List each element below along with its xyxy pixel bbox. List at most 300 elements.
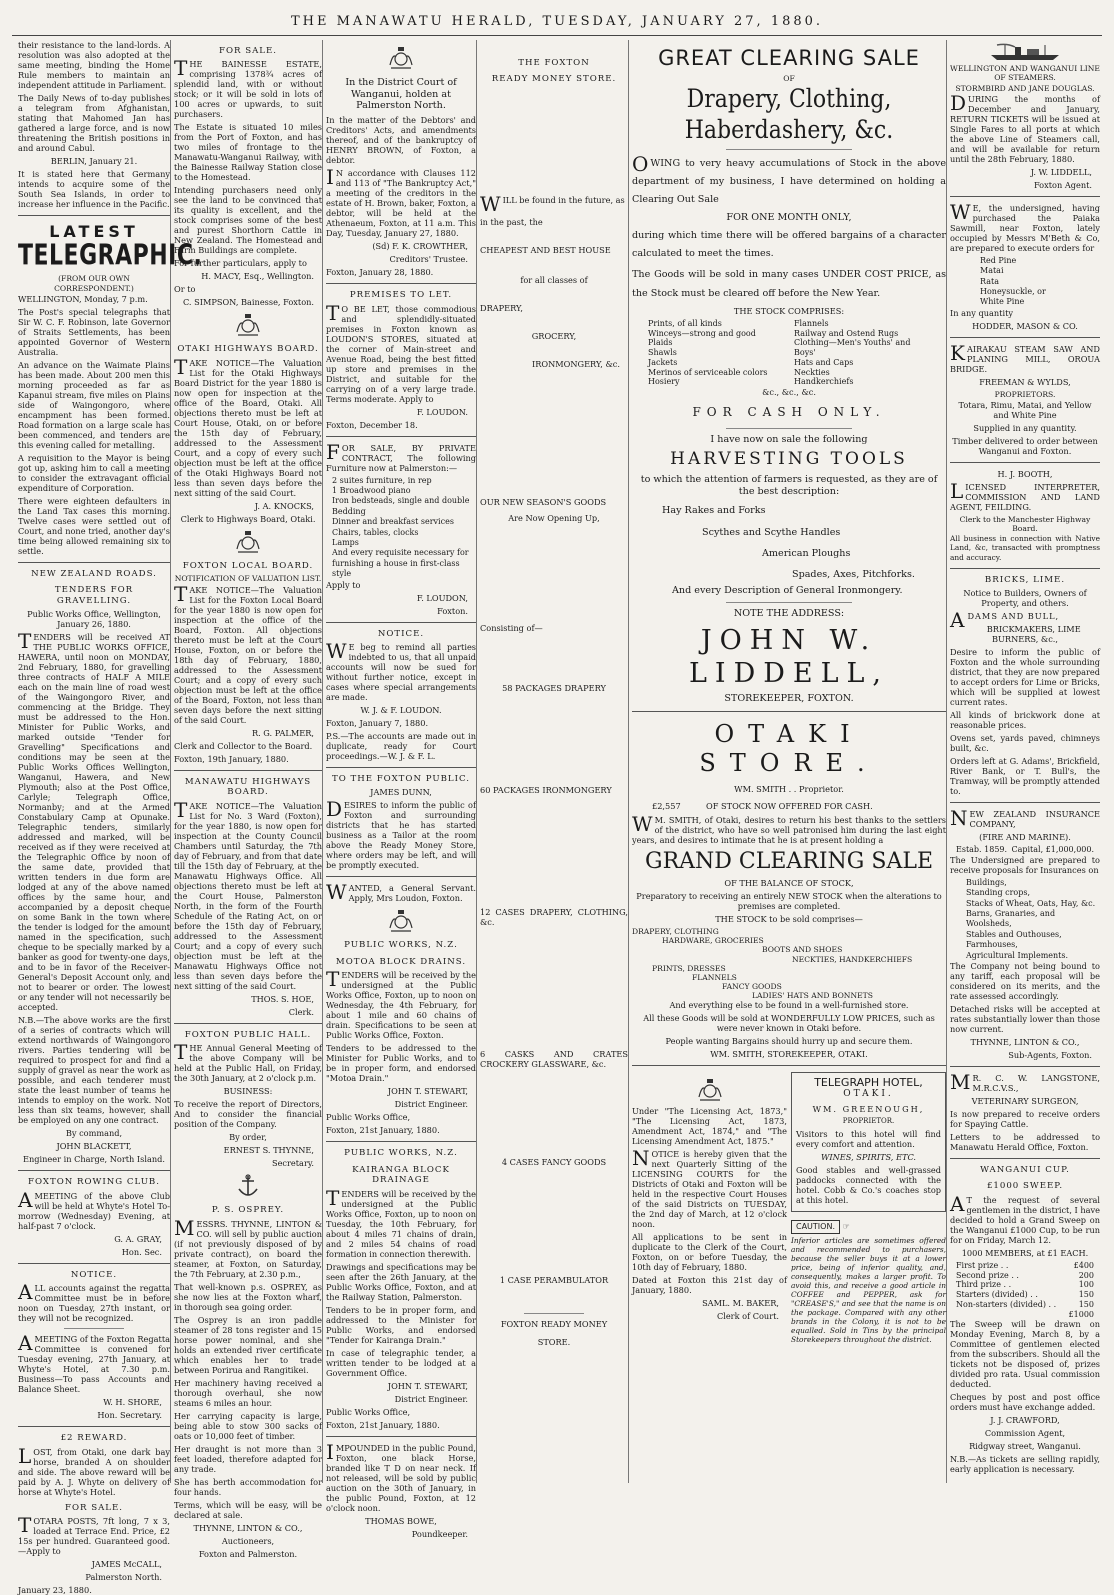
divider [726, 149, 852, 150]
paragraph: The Post's special telegraphs that Sir W. C. F. Robinson, late Governor of Straits Settlements, has been appointed Governor of Western Australia. [18, 306, 170, 357]
advert-body: IN accordance with Clauses 112 and 113 of "The Bankruptcy Act," a meeting of the creditors in the estate of H. Brown, baker, Foxton, a debtor, will be held at the Athenaeum, Foxton, at 11 a.m. This Day, Tuesday, January 27, 1880. [326, 165, 476, 239]
advert-body: TENDERS will be received AT THE PUBLIC WORKS OFFICE, HAWERA, until noon on MONDAY, 2nd February, 1880, for gravelling three contracts of HALF A MILE each on the main line of road west of the Waingongoro River, and commencing at the Bridge. They must be addressed to the Hon. Minister for Public Works, and marked outside "Tender for Gravelling" Specifications and conditions may be seen at the Public Works Offices Wellington, Wanganui, Hawera, and New Plymouth; also at the Post Office, Carlyle; Telegraph Office, Normanby; and at the Armed Constabulary Camp at Opunake. Telegraphic tenders, similarly addressed and marked, will be received as if they were received at the Telegraphic Office by noon of the same date, provided that written tenders in due form are lodged at any of the above named offices by the same hour, and accompanied by a deposit cheque on some Bank in the town where the tender is lodged for the amount named in the specification, such cheque to be specially marked by a banker as good for twenty-one days, and to be in favor of the Receiver-General's Deposit Account only, and not to bearer or order. The lowest or any tender will not necessarily be accepted. [18, 629, 170, 1013]
divider [18, 1426, 170, 1427]
subheading: STORMBIRD AND JANE DOUGLAS. [955, 83, 1095, 93]
advert-heading: STOREKEEPER, FOXTON. [724, 693, 854, 705]
insurance-capital-row [950, 845, 1100, 855]
package-item: 60 PACKAGES IRONMONGERY [480, 784, 612, 795]
list-item: Shawls [648, 348, 677, 357]
hotel-name: TELEGRAPH HOTEL, [814, 1076, 923, 1090]
list-item: LADIES' HATS AND BONNETS [752, 990, 873, 1000]
advert-body: P.S.—The accounts are made out in duplicate, ready for Court proceedings.—W. J. & F. L. [326, 730, 476, 761]
column-6 [950, 40, 1100, 1483]
signature: F. LOUDON, [416, 592, 468, 603]
advert-body: TOTARA POSTS, 7ft long, 7 x 3, loaded at Terrace End. Price, £2 15s per hundred. Guaranteed good.—Apply to [18, 1513, 170, 1557]
coat-of-arms-icon [233, 529, 263, 555]
grand-sale-title: GRAND CLEARING SALE [645, 849, 933, 875]
prize-row [950, 1300, 1100, 1310]
signature-title: Clerk and Collector to the Board. [174, 740, 313, 751]
advert-body: DESIRES to inform the public of Foxton and surrounding districts that he has started business as a Tailor at the room above the Ready Money Store, where orders may be left, and will be promptly executed. [326, 797, 476, 871]
advert-body: The Company not being bound to any tariff, each proposal will be considered on its merits, and the rate assessed accordingly. [950, 960, 1100, 1001]
divider [326, 876, 476, 877]
signature-title: Foxton. [437, 605, 468, 616]
heading: NOTICE. [377, 628, 425, 639]
list-item: Lamps [332, 537, 359, 547]
signature-title: Hon. Secretary. [97, 1410, 162, 1421]
advert-subheading: VETERINARY SURGEON, [971, 1095, 1079, 1106]
list-item: Hats and Caps [794, 357, 854, 367]
heading: FOR SALE. [64, 1502, 123, 1513]
heading: WANGANUI CUP. [980, 1164, 1070, 1175]
signature: JOHN BLACKETT, [56, 1141, 132, 1152]
advert-body: The Sweep will be drawn on Monday Evening, March 8, by a Committee of gentlemen elected from the subscribers. Should all the tickets not be disposed of, prizes divided pro rata. Usual commission deducted. [950, 1319, 1100, 1390]
date: Foxton, 19th January, 1880. [174, 753, 289, 764]
divider [726, 428, 852, 429]
advert-body: TENDERS will be received by the undersigned at the Public Works Office, Foxton, up to noon on Tuesday, the 10th February, for about 4 miles 71 chains of drain, and 2 miles 54 chains of road formation in connection therewith. [326, 1185, 476, 1259]
stock-list-left [648, 319, 784, 387]
heading: MOTOA BLOCK DRAINS. [335, 956, 467, 967]
text: Or to [174, 284, 196, 295]
steamship-icon [985, 42, 1065, 62]
package-item: 6 CASKS AND CRATES CROCKERY GLASSWARE, &c. [480, 1048, 628, 1069]
list-item: Dinner and breakfast services [332, 517, 454, 527]
list-item: Buildings, [966, 877, 1007, 887]
coat-of-arms-icon [386, 45, 416, 71]
date: Foxton, January 7, 1880. [326, 717, 429, 728]
advert-body: The Undersigned are prepared to receive proposals for Insurances on [950, 854, 1100, 875]
heading: £2 REWARD. [60, 1433, 128, 1444]
advert-body: Desire to inform the public of Foxton and the whole surrounding district, that they are now prepared to accept orders for Lime or Bricks, which will be supplied at lowest current rates. [950, 647, 1100, 708]
divider [326, 622, 476, 623]
advert-body: People wanting Bargains should hurry up and secure them. [665, 1036, 913, 1047]
advert-body: WM. SMITH, of Otaki, desires to return his best thanks to the settlers of the district, who have so well patronised him during the last eight years, and desires to intimate that he is at present holding a [632, 812, 946, 846]
hotel-and-caution [791, 1072, 946, 1347]
list-item: Standing crops, [966, 888, 1031, 898]
advert-body: Cheques by post and post office orders must have exchange added. [950, 1392, 1100, 1413]
advert-body: Preparatory to receiving an entirely NEW STOCK when the alterations to premises are completed. [636, 891, 942, 912]
advert-body: AMEETING of the above Club will be held at Whyte's Hotel To-morrow (Wednesday) Evening, at half-past 7 o'clock. [18, 1187, 170, 1231]
divider [950, 568, 1100, 569]
package-item: 58 PACKAGES DRAPERY [502, 682, 606, 693]
advert-item: GROCERY, [531, 330, 577, 341]
dateline: WELLINGTON, Monday, 7 p.m. [18, 293, 148, 304]
hotel-advert [791, 1072, 946, 1212]
heading-telegraphic: TELEGRAPHIC. [18, 239, 203, 272]
advert-body: Clerk to the Manchester Highway Board. [959, 514, 1091, 534]
heading: BRICKS, LIME. [984, 574, 1066, 585]
heading: PREMISES TO LET. [349, 290, 453, 301]
list-item: Plaids [648, 338, 673, 348]
prize-amount: £400 [1073, 1260, 1094, 1270]
package-item: 12 CASES DRAPERY, CLOTHING, &c. [480, 906, 628, 927]
advert-body: in the past, the [480, 216, 543, 227]
heading: TENDERS FOR GRAVELLING. [54, 585, 134, 606]
signature-title: Engineer in Charge, North Island. [23, 1154, 165, 1165]
list-item: Handkerchiefs [794, 377, 854, 387]
prize-label: Third prize . . [956, 1280, 1012, 1290]
advert-body: N.B.—As tickets are selling rapidly, early application is necessary. [950, 1454, 1100, 1475]
advert-body: Tenders to be in proper form, and addressed to the Minister for Public Works, and endorsed "Tender for Kairanga Drain." [326, 1304, 476, 1345]
signature: FREEMAN & WYLDS, [979, 376, 1071, 387]
advert-heading: LICENSED INTERPRETER, COMMISSION AND LAND AGENT, FEILDING. [950, 478, 1100, 512]
list-item: Clothing—Men's Youths' and Boys' [794, 338, 911, 357]
heading: £1000 SWEEP. [986, 1181, 1064, 1192]
signature: W. J. & F. LOUDON. [360, 704, 442, 715]
signature: THYNNE, LINTON & CO., [193, 1522, 303, 1533]
masthead: THE MANAWATU HERALD, TUESDAY, JANUARY 27, 1880. [290, 14, 824, 29]
coat-of-arms-icon [233, 312, 263, 338]
signature: THOS. S. HOE, [251, 993, 314, 1004]
divider [950, 802, 1100, 803]
paragraph: The Daily News of to-day publishes a telegram from Afghanistan, stating that Mahomed Jan has gathered a large force, and is now threatening the British positions in and around Cabul. [18, 93, 170, 153]
prize-label: Non-starters (divided) . . [956, 1299, 1057, 1309]
signature: JOHN T. STEWART, [387, 1380, 468, 1391]
list-item: American Ploughs [762, 547, 851, 559]
signature-title: Auctioneers, [221, 1535, 275, 1546]
advert-body: And everything else to be found in a well-furnished store. [669, 1000, 909, 1011]
otaki-store-title: OTAKI STORE. [699, 719, 879, 778]
advert-body: N.B.—The above works are the first of a series of contracts which will extend northwards of Waingongoro rivers. Parties tendering will be required to prospect for and find a supply of gravel as near the work as possible, and each tenderer must state the least number of teams he intends to employ on the work. Not less than six teams, however, shall be employed on any one contract. [18, 1015, 170, 1126]
list-item: Jackets [648, 357, 678, 367]
signature-title: Commission Agent, [984, 1428, 1066, 1439]
signature: By command, [65, 1128, 123, 1139]
date: Foxton, December 18. [326, 419, 418, 430]
heading: OTAKI HIGHWAYS BOARD. [177, 344, 319, 355]
date: January 23, 1880. [18, 1585, 92, 1595]
advert-body: Drawings and specifications may be seen after the 26th January, at the Public Works Office, Foxton, and at the Railway Station, Palmerston. [326, 1261, 476, 1302]
advert-body: TO BE LET, those commodious and splendidly-situated premises in Foxton known as LOUDON'S STORES, situated at the corner of Main-street and Avenue Road, being the best fitted up store and premises in the District, and suitable for the carrying on of a very large trade. Terms moderate. Apply to [326, 300, 476, 404]
signature: W. H. SHORE, [103, 1397, 162, 1408]
advert-body: Orders left at G. Adams', Brickfield, River Bank, or T. Bull's, the Tramway, will be promptly attended to. [950, 756, 1100, 797]
list-item: 1 Broadwood piano [332, 485, 411, 495]
text: Apply to [326, 579, 361, 590]
text: In any quantity [950, 307, 1013, 318]
advert-body: All business in connection with Native Land, &c, transacted with promptness and accuracy. [950, 534, 1100, 562]
advert-body: IMPOUNDED in the public Pound, Foxton, one black Horse, branded like T D on near neck. If not released, will be sold by public auction on the 30th of January, in the public Pound, Foxton, at 12 o'clock noon. [326, 1439, 476, 1513]
divider [326, 436, 476, 437]
advert-heading: BRICKMAKERS, LIME BURNERS, &c., [986, 624, 1081, 645]
list-item: NECKTIES, HANDKERCHIEFS [792, 954, 913, 964]
timber-list [950, 256, 1100, 308]
heading: FOXTON ROWING CLUB. [28, 1177, 160, 1188]
advert-body: Dated at Foxton this 21st day of January, 1880. [632, 1275, 787, 1296]
advert-body: Her carrying capacity is large, being able to stow 300 sacks of oats or 10,000 feet of timber. [174, 1410, 322, 1441]
signature: J. A. KNOCKS, [254, 500, 314, 511]
advert-body: In the matter of the Debtors' and Creditors' Acts, and amendments thereof, and of the bankruptcy of HENRY BROWN, of Foxton, a debtor. [326, 115, 476, 166]
prize-label: First prize . . [956, 1260, 1009, 1270]
list-item: Matai [980, 266, 1004, 276]
list-item: Honeysuckle, or [980, 286, 1046, 296]
harvesting-title: HARVESTING TOOLS [670, 449, 908, 470]
list-item: Hosiery [648, 377, 680, 387]
text: Public Works Office, [326, 1406, 411, 1417]
stock-list [632, 319, 946, 387]
signature: JAMES McCALL, [91, 1559, 162, 1570]
paragraph: their resistance to the land-lords. A resolution was also adopted at the same meeting, binding the Home Rule members to maintain an independent attitude in Parliament. [18, 40, 170, 90]
licensing-notice [632, 1072, 787, 1347]
advert-heading: WINES, SPIRITS, ETC. [820, 1151, 917, 1162]
text: Public Works Office, [326, 1112, 411, 1123]
signature-title: Creditors' Trustee. [389, 254, 468, 265]
list-item: BOOTS AND SHOES [762, 945, 843, 955]
list-item: FANCY GOODS [722, 981, 782, 991]
furniture-list [326, 476, 476, 580]
advert-body: WILL be found in the future, as [480, 191, 625, 216]
prize-row [950, 1271, 1100, 1281]
advert-heading: FOR ONE MONTH ONLY, [726, 212, 852, 224]
signature: JAMES DUNN, [370, 787, 432, 798]
divider [18, 215, 170, 216]
advert-body: Detached risks will be accepted at rates substantially lower than those now current. [950, 1003, 1100, 1034]
advert-body: Notice to Builders, Owners of Property, and others. [963, 588, 1087, 609]
divider [326, 767, 476, 768]
proprietor: WM. SMITH . . Proprietor. [734, 784, 844, 795]
stock-amount: £2,557 [652, 801, 681, 812]
prize-total [950, 1310, 1100, 1320]
list-item: Hay Rakes and Forks [662, 505, 766, 517]
bottom-ads [632, 1072, 946, 1347]
prize-amount: 150 [1078, 1299, 1094, 1309]
signature-title: Ridgway street, Wanganui. [969, 1441, 1081, 1452]
list-item: PRINTS, DRESSES [652, 963, 726, 973]
list-item: Barns, Granaries, and Woolsheds, [966, 908, 1056, 929]
dateline: BERLIN, January 21. [50, 156, 138, 166]
advert-body: FOR SALE, BY PRIVATE CONTRACT, The following Furniture now at Palmerston:— [326, 439, 476, 473]
advert-body: Supplied in any quantity. [973, 422, 1077, 433]
proprietor-title: PROPRIETOR. [842, 1117, 895, 1126]
divider [950, 1066, 1100, 1067]
advert-body: All these Goods will be sold at WONDERFULLY LOW PRICES, such as were never known in Otaki before. [643, 1013, 935, 1034]
advert-body: Inferior articles are sometimes offered and recommended to purchasers, because the seller buys it at a lower price, being of inferior quality, and, consequently, makes a larger profit. To avoid this, and receive a good article in COFFEE and PEPPER, ask for "CREASE'S," and see that the name is on the package. Compared with any other brands in the Colony, it is not to be equalled. Sold in Tins by the principal Storekeepers throughout the district. [791, 1235, 946, 1345]
advert-body: MESSRS. THYNNE, LINTON & CO. will sell by public auction (if not previously disposed of by private contract), on board the steamer, at Foxton, on Saturday, the 7th February, at 2.30 p.m., [174, 1215, 322, 1279]
label: BUSINESS: [223, 1086, 273, 1097]
heading: FOR SALE. [218, 46, 277, 56]
divider [326, 283, 476, 284]
paragraph: It is stated here that Germany intends to acquire some of the South Sea Islands, in order to increase her influence in the Pacific. [18, 169, 170, 209]
divider [950, 1158, 1100, 1159]
heading: PUBLIC WORKS, N.Z. [344, 1148, 458, 1159]
signature: WM. SMITH, STOREKEEPER, OTAKI. [710, 1049, 868, 1060]
advert-body: The Goods will be sold in many cases UNDER COST PRICE, as the Stock must be cleared off before the New Year. [632, 269, 946, 299]
advert-body: Tenders to be addressed to the Minister for Public Works, and to be in proper form, and endorsed "Motoa Drain." [326, 1043, 476, 1084]
advert-body: THE Annual General Meeting of the above Company will be held at the Public Hall, on Friday, the 30th January, at 2 o'clock p.m. [174, 1040, 322, 1084]
store-footer: STORE. [537, 1336, 571, 1347]
column-5 [632, 40, 947, 1483]
date: Foxton, 21st January, 1880. [326, 1419, 440, 1430]
heading: TO THE FOXTON PUBLIC. [331, 773, 471, 784]
proprietor: WM. GREENOUGH, [812, 1104, 925, 1115]
signature: F. LOUDON. [416, 406, 468, 417]
advert-body: Ovens set, yards paved, chimneys built, &c. [950, 733, 1100, 754]
hotel-place: OTAKI. [843, 1089, 894, 1100]
signature: (Sd) F. K. CROWTHER, [372, 241, 468, 252]
prize-table [950, 1261, 1100, 1320]
advert-body: Terms, which will be easy, will be declared at sale. [174, 1499, 322, 1520]
list-item: Merinos of serviceable colors [648, 367, 768, 377]
advert-body: In case of telegraphic tender, a written tender to be lodged at a Government Office. [326, 1347, 476, 1378]
subheading: NOTIFICATION OF VALUATION LIST. [174, 574, 322, 584]
signature: R. G. PALMER, [251, 727, 314, 738]
list-item: Stacks of Wheat, Oats, Hay, &c. [966, 898, 1096, 908]
advert-body: And every Description of General Ironmongery. [672, 584, 903, 596]
date: Foxton, January 28, 1880. [326, 267, 434, 278]
prize-amount: 200 [1078, 1270, 1094, 1280]
signature: JOHN T. STEWART, [387, 1086, 468, 1097]
heading: NOTICE. [70, 1269, 118, 1280]
divider [174, 770, 322, 771]
advert-body: All applications to be sent in duplicate to the Clerk of the Court, Foxton, on or before Tuesday, the 10th day of February, 1880. [632, 1232, 787, 1273]
advert-body: for all classes of [520, 274, 588, 285]
signature: THOMAS BOWE, [365, 1515, 437, 1526]
advert-heading: THE STOCK COMPRISES: [733, 305, 845, 316]
heading: FOXTON LOCAL BOARD. [182, 560, 314, 571]
prize-row [950, 1261, 1100, 1271]
advert-body: LOST, from Otaki, one dark bay horse, branded A on shoulder and side. The above reward will be paid by A. J. Whyte on delivery of horse at Whyte's Hotel. [18, 1443, 170, 1497]
signature: HODDER, MASON & CO. [972, 320, 1078, 331]
text: &c., &c., &c. [762, 387, 816, 397]
advert-body: Is now prepared to receive orders for Spaying Cattle. [950, 1108, 1100, 1129]
advert-subheading: (FIRE AND MARINE). [979, 832, 1071, 843]
label: NOTE THE ADDRESS: [733, 607, 845, 619]
list-item: Farmhouses, [966, 940, 1018, 950]
signature: C. SIMPSON, Bainesse, Foxton. [182, 297, 314, 308]
advert-heading: KAIRAKAU STEAM SAW AND PLANING MILL, OROUA BRIDGE. [950, 340, 1100, 374]
advert-body: NOTICE is hereby given that the next Quarterly Sitting of the LICENSING COURTS for the Districts of Otaki and Foxton will be held in the respective Court Houses of the said Districts on TUESDAY, the 2nd day of March, at 12 o'clock noon. [632, 1146, 787, 1230]
divider [18, 1263, 170, 1264]
divider [950, 196, 1100, 197]
advert-body: Are Now Opening Up, [508, 512, 600, 523]
dateline: Public Works Office, Wellington, January 26, 1880. [27, 609, 161, 630]
date: Foxton, 21st January, 1880. [326, 1125, 440, 1136]
advert-body: DURING the months of December and January, RETURN TICKETS will be issued at Single Fares to all ports at which the above Line of Steamers call, and will be available for return until the 28th February, 1880. [950, 90, 1100, 164]
insurance-list [950, 878, 1100, 961]
otaki-stock-list [632, 927, 946, 1000]
prize-label: Starters (divided) . . [956, 1290, 1038, 1300]
advert-item: IRONMONGERY, &c. [532, 358, 620, 369]
prize-label: Second prize . . [956, 1270, 1019, 1280]
advert-body: TAKE NOTICE—The Valuation List for No. 3 Ward (Foxton), for the year 1880, is now open for inspection at the County Council Chambers until Saturday, the 7th day of February, and from that date till the 15th day of February, at the Manawatu Highways Office. All objections thereto must be left at the Court House, Palmerston North, in the form of the Fourth Schedule of the Rating Act, on or before the 15th day of February, addressed to the Assessment Court; and a copy of every such objection must be left at the Manawatu Highways Office not less than seven days before the next sitting of the said Court. [174, 797, 322, 991]
advert-body: THE BAINESSE ESTATE, comprising 1378¾ acres of splendid land, with or without stock; or it will be sold in lots of 100 acres or upwards, to suit purchasers. [174, 56, 322, 120]
advert-heading: NEW ZEALAND INSURANCE COMPANY, [950, 806, 1100, 831]
list-item: DRAPERY, CLOTHING [632, 927, 719, 937]
advert-body: Totara, Rimu, Matai, and Yellow and White Pine [958, 399, 1092, 420]
divider [326, 1141, 476, 1142]
heading-latest: LATEST [49, 222, 139, 241]
advert-body: WE beg to remind all parties indebted to us, that all unpaid accounts will now be sued for without further notice, except in cases where special arrangements are made. [326, 638, 476, 702]
cash-only-banner: FOR CASH ONLY. [692, 405, 886, 419]
list-item: Neckties [794, 367, 830, 377]
advert-item: DRAPERY, [480, 302, 523, 313]
signature: H. J. BOOTH, [997, 468, 1053, 479]
established: Estab. 1859. [956, 845, 1008, 855]
advert-body: To receive the report of Directors, And to consider the financial position of the Company. [174, 1099, 322, 1130]
masthead-rule [12, 35, 1102, 36]
signature: J. W. LIDDELL, [1030, 166, 1092, 177]
advert-body: Letters to be addressed to Manawatu Herald Office, Foxton. [950, 1131, 1100, 1152]
sale-title: GREAT CLEARING SALE [658, 46, 920, 70]
advert-body: to which the attention of farmers is requested, as they are of the best description: [640, 474, 938, 497]
advert-body: Timber delivered to order between Wanganui and Foxton. [952, 435, 1098, 456]
signature-title: Clerk to Highways Board, Otaki. [180, 513, 316, 524]
advert-body: That well-known p.s. OSPREY, as she now lies at the Foxton wharf, in thorough sea going order. [174, 1281, 322, 1312]
list-item: Bedding [332, 506, 366, 516]
advert-body: TAKE NOTICE—The Valuation List for the Foxton Local Board for the year 1880 is now open for inspection at the office of the Board, Foxton. All objections thereto must be left at the Court House, Foxton, on or before the 18th day of February, 1880, addressed to the Assessment Court; and a copy of every such objection must be left at the office of the Board, Foxton, not less than seven days before the next sitting of the said Court. [174, 581, 322, 725]
prize-total-amount: £1000 [1068, 1309, 1094, 1319]
prize-amount: 150 [1078, 1290, 1094, 1300]
divider [174, 1023, 322, 1024]
list-item: Chairs, tables, clocks [332, 527, 419, 537]
divider [524, 1313, 583, 1314]
signature-title: Clerk of Court. [716, 1311, 779, 1322]
capital: Capital, £1,000,000. [1011, 845, 1094, 855]
advert-body: ALL accounts against the regatta Committee must be in before noon on Tuesday, 27th instant, or they will not be recognized. [18, 1280, 170, 1324]
advert-body: AT the request of several gentlemen in the district, I have decided to hold a Grand Sweep on the Wanganui £1000 Cup, to be run for on Friday, March 12. [950, 1191, 1100, 1245]
advert-body: Consisting of— [480, 622, 543, 633]
advert-body: The Osprey is an iron paddle steamer of 28 tons register and 15 horse power nominal, and she holds an extended river certificate which enables her to trade between Porirua and Rangitikei. [174, 1314, 322, 1375]
advert-body: Visitors to this hotel will find every comfort and attention. [796, 1128, 941, 1149]
advert-heading: CHEAPEST AND BEST HOUSE [480, 244, 611, 255]
signature-title: Clerk. [288, 1006, 314, 1017]
list-item: Railway and Ostend Rugs [794, 328, 899, 338]
advert-body: All kinds of brickwork done at reasonable prices. [950, 710, 1100, 731]
list-item: Agricultural Implements. [966, 950, 1069, 960]
prize-row [950, 1280, 1100, 1290]
signature-title: Palmerston North. [85, 1572, 162, 1583]
advert-body: Her machinery having received a thorough overhaul, she now steams 6 miles an hour. [174, 1377, 322, 1408]
signature-title: PROPRIETORS. [994, 389, 1056, 399]
column-4 [480, 40, 629, 1483]
heading: MANAWATU HIGHWAYS BOARD. [184, 776, 312, 798]
signature: ERNEST S. THYNNE, [223, 1145, 314, 1156]
pointing-hand-icon: ☞ [842, 1220, 850, 1231]
heading: NEW ZEALAND ROADS. [31, 568, 157, 579]
advert-body: AMEETING of the Foxton Regatta Committee is convened for Tuesday evening, 27th January, at Whyte's Hotel, at 7.30 p.m. Business—To pass Accounts and Balance Sheet. [18, 1331, 170, 1395]
heading: WELLINGTON AND WANGANUI LINE OF STEAMERS. [950, 64, 1100, 83]
prize-amount: 100 [1078, 1280, 1094, 1290]
signature-title: Hon. Sec. [121, 1246, 162, 1257]
advert-body: For further particulars, apply to [174, 258, 307, 269]
advert-body: She has berth accommodation for four hands. [174, 1476, 322, 1497]
list-item: FLANNELS [692, 972, 737, 982]
advert-heading: MR. C. W. LANGSTONE, M.R.C.V.S., [950, 1069, 1100, 1094]
signature-title: Foxton Agent. [1033, 179, 1092, 190]
heading: PUBLIC WORKS, N.Z. [344, 940, 458, 951]
signature: J. J. CRAWFORD, [990, 1415, 1060, 1426]
advert-body: WE, the undersigned, having purchased the Paiaka Sawmill, near Foxton, lately occupied by Messrs M'Beth & Co, are prepared to execute orders for [950, 199, 1100, 253]
paragraph: An advance on the Waimate Plains has been made. About 200 men this morning proceeded as far as Kapanui stream, five miles on Plains side of Waingongoro, where encampment has been formed. Road formation on a large scale has been commenced, and tenders are this evening called for metalling. [18, 359, 170, 450]
advert-body: The Estate is situated 10 miles from the Port of Foxton, and has two miles of frontage to the Manawatu-Wanganui Railway, with the Bainesse Railway Station close to the Homestead. [174, 122, 322, 183]
divider [950, 462, 1100, 463]
column-2 [174, 40, 323, 1559]
tool-list [632, 500, 946, 584]
list-item: Flannels [794, 318, 829, 328]
list-item: HARDWARE, GROCERIES [662, 936, 764, 946]
paragraph: A requisition to the Mayor is being got up, asking him to call a meeting to consider the extravagant official expenditure of Corporation. [18, 452, 170, 493]
signature-title: Secretary. [271, 1158, 314, 1169]
signature-title: Sub-Agents, Foxton. [1008, 1049, 1092, 1060]
divider [18, 562, 170, 563]
signature-title: District Engineer. [394, 1099, 468, 1110]
text: By order, [229, 1132, 267, 1143]
list-item: Rata [980, 276, 999, 286]
advert-heading: OUR NEW SEASON'S GOODS [480, 496, 607, 507]
coat-of-arms-icon [386, 908, 416, 934]
signature: H. MACY, Esq., Wellington. [201, 271, 314, 282]
list-item: Iron bedsteads, single and double [332, 496, 470, 506]
signature: G. A. GRAY, [114, 1233, 162, 1244]
divider [632, 711, 946, 712]
advert-body: TAKE NOTICE—The Valuation List for the Otaki Highways Board District for the year 1880 is now open for inspection at the office of the Board, Otaki. All objections thereto must be left at Court House, Otaki, on or before the 15th day of February, addressed to the Assessment Court, and a copy of every such objection must be left at the office of the Otaki Highways Board not less than seven days before the next sitting of the said Court. [174, 354, 322, 498]
